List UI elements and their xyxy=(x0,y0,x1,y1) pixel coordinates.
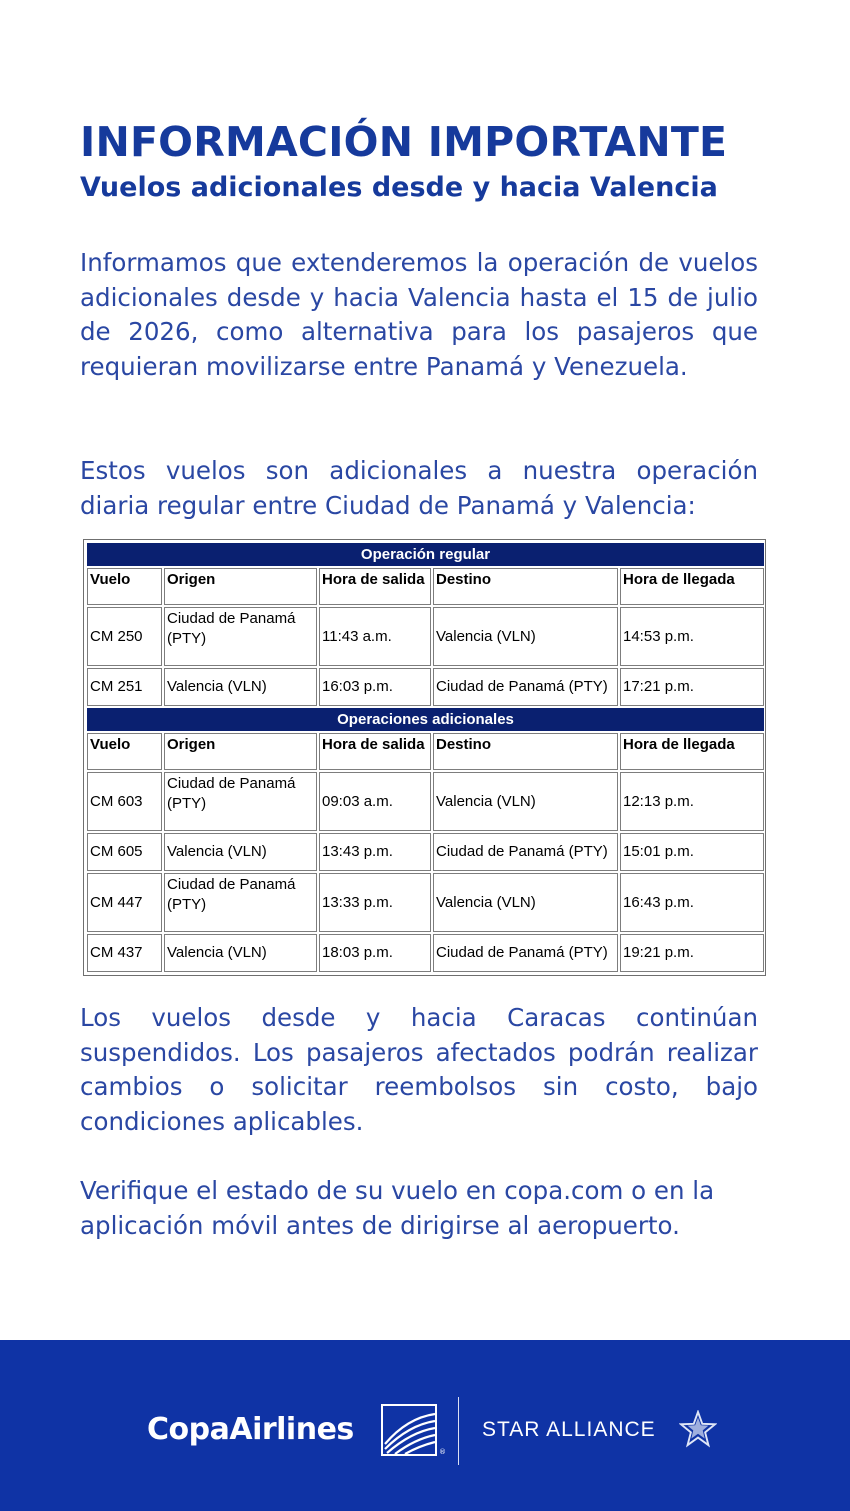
origin: Valencia (VLN) xyxy=(164,934,317,972)
arrival-time: 14:53 p.m. xyxy=(620,607,764,666)
flight-number: CM 437 xyxy=(87,934,162,972)
caracas-notice-paragraph: Los vuelos desde y hacia Caracas continúan suspendidos. Los pasajeros afectados podrán realizar cambios o solicitar reembolsos sin costo, bajo condiciones aplicables. xyxy=(80,1003,758,1136)
arrival-time: 17:21 p.m. xyxy=(620,668,764,706)
departure-time: 13:33 p.m. xyxy=(319,873,431,932)
origin: Valencia (VLN) xyxy=(164,833,317,871)
copa-airlines-wordmark: CopaAirlines xyxy=(147,1412,354,1447)
section-title-additional: Operaciones adicionales xyxy=(87,708,764,731)
table-row xyxy=(87,873,764,932)
column-header-flight: Vuelo xyxy=(87,568,162,605)
verify-status-paragraph: Verifique el estado de su vuelo en copa.com o en la aplicación móvil antes de dirigirse al aeropuerto. xyxy=(80,1176,715,1240)
origin: Valencia (VLN) xyxy=(164,668,317,706)
column-header-flight: Vuelo xyxy=(87,733,162,770)
column-header-origin: Origen xyxy=(164,733,317,770)
footer-divider xyxy=(458,1397,459,1465)
flight-number: CM 251 xyxy=(87,668,162,706)
flight-number: CM 250 xyxy=(87,607,162,666)
destination: Valencia (VLN) xyxy=(433,873,618,932)
star-alliance-star-icon xyxy=(679,1410,717,1448)
destination: Ciudad de Panamá (PTY) xyxy=(433,668,618,706)
section-header-regular xyxy=(87,543,764,566)
column-header-destination: Destino xyxy=(433,568,618,605)
section-header-additional xyxy=(87,708,764,731)
table-row xyxy=(87,668,764,706)
column-header-row xyxy=(87,568,764,605)
column-header-row xyxy=(87,733,764,770)
table-row xyxy=(87,772,764,831)
intro-paragraph: Informamos que extenderemos la operación de vuelos adicionales desde y hacia Valencia hasta el 15 de julio de 2026, como alternativa para los pasajeros que requieran movilizarse entre Panamá y Venezuela. xyxy=(80,248,758,381)
arrival-time: 16:43 p.m. xyxy=(620,873,764,932)
departure-time: 16:03 p.m. xyxy=(319,668,431,706)
schedule-intro-paragraph: Estos vuelos son adicionales a nuestra operación diaria regular entre Ciudad de Panamá y Valencia: xyxy=(80,456,758,520)
departure-time: 13:43 p.m. xyxy=(319,833,431,871)
origin: Ciudad de Panamá (PTY) xyxy=(164,607,317,666)
column-header-origin: Origen xyxy=(164,568,317,605)
departure-time: 18:03 p.m. xyxy=(319,934,431,972)
destination: Ciudad de Panamá (PTY) xyxy=(433,833,618,871)
footer-banner xyxy=(0,1340,850,1511)
flight-number: CM 447 xyxy=(87,873,162,932)
page-title: INFORMACIÓN IMPORTANTE xyxy=(80,118,728,166)
copa-airlines-logo-icon xyxy=(381,1404,437,1456)
column-header-arrival: Hora de llegada xyxy=(620,733,764,770)
column-header-departure: Hora de salida xyxy=(319,733,431,770)
destination: Ciudad de Panamá (PTY) xyxy=(433,934,618,972)
arrival-time: 15:01 p.m. xyxy=(620,833,764,871)
destination: Valencia (VLN) xyxy=(433,607,618,666)
arrival-time: 19:21 p.m. xyxy=(620,934,764,972)
destination: Valencia (VLN) xyxy=(433,772,618,831)
origin: Ciudad de Panamá (PTY) xyxy=(164,873,317,932)
flight-number: CM 603 xyxy=(87,772,162,831)
table-row xyxy=(87,934,764,972)
departure-time: 09:03 a.m. xyxy=(319,772,431,831)
origin: Ciudad de Panamá (PTY) xyxy=(164,772,317,831)
star-alliance-wordmark: STAR ALLIANCE xyxy=(482,1418,656,1441)
column-header-arrival: Hora de llegada xyxy=(620,568,764,605)
flight-number: CM 605 xyxy=(87,833,162,871)
table-row xyxy=(87,607,764,666)
column-header-departure: Hora de salida xyxy=(319,568,431,605)
page-subtitle: Vuelos adicionales desde y hacia Valencia xyxy=(80,172,718,203)
registered-mark: ® xyxy=(439,1448,446,1456)
arrival-time: 12:13 p.m. xyxy=(620,772,764,831)
column-header-destination: Destino xyxy=(433,733,618,770)
section-title-regular: Operación regular xyxy=(87,543,764,566)
departure-time: 11:43 a.m. xyxy=(319,607,431,666)
flight-schedule-table xyxy=(83,539,766,976)
table-row xyxy=(87,833,764,871)
